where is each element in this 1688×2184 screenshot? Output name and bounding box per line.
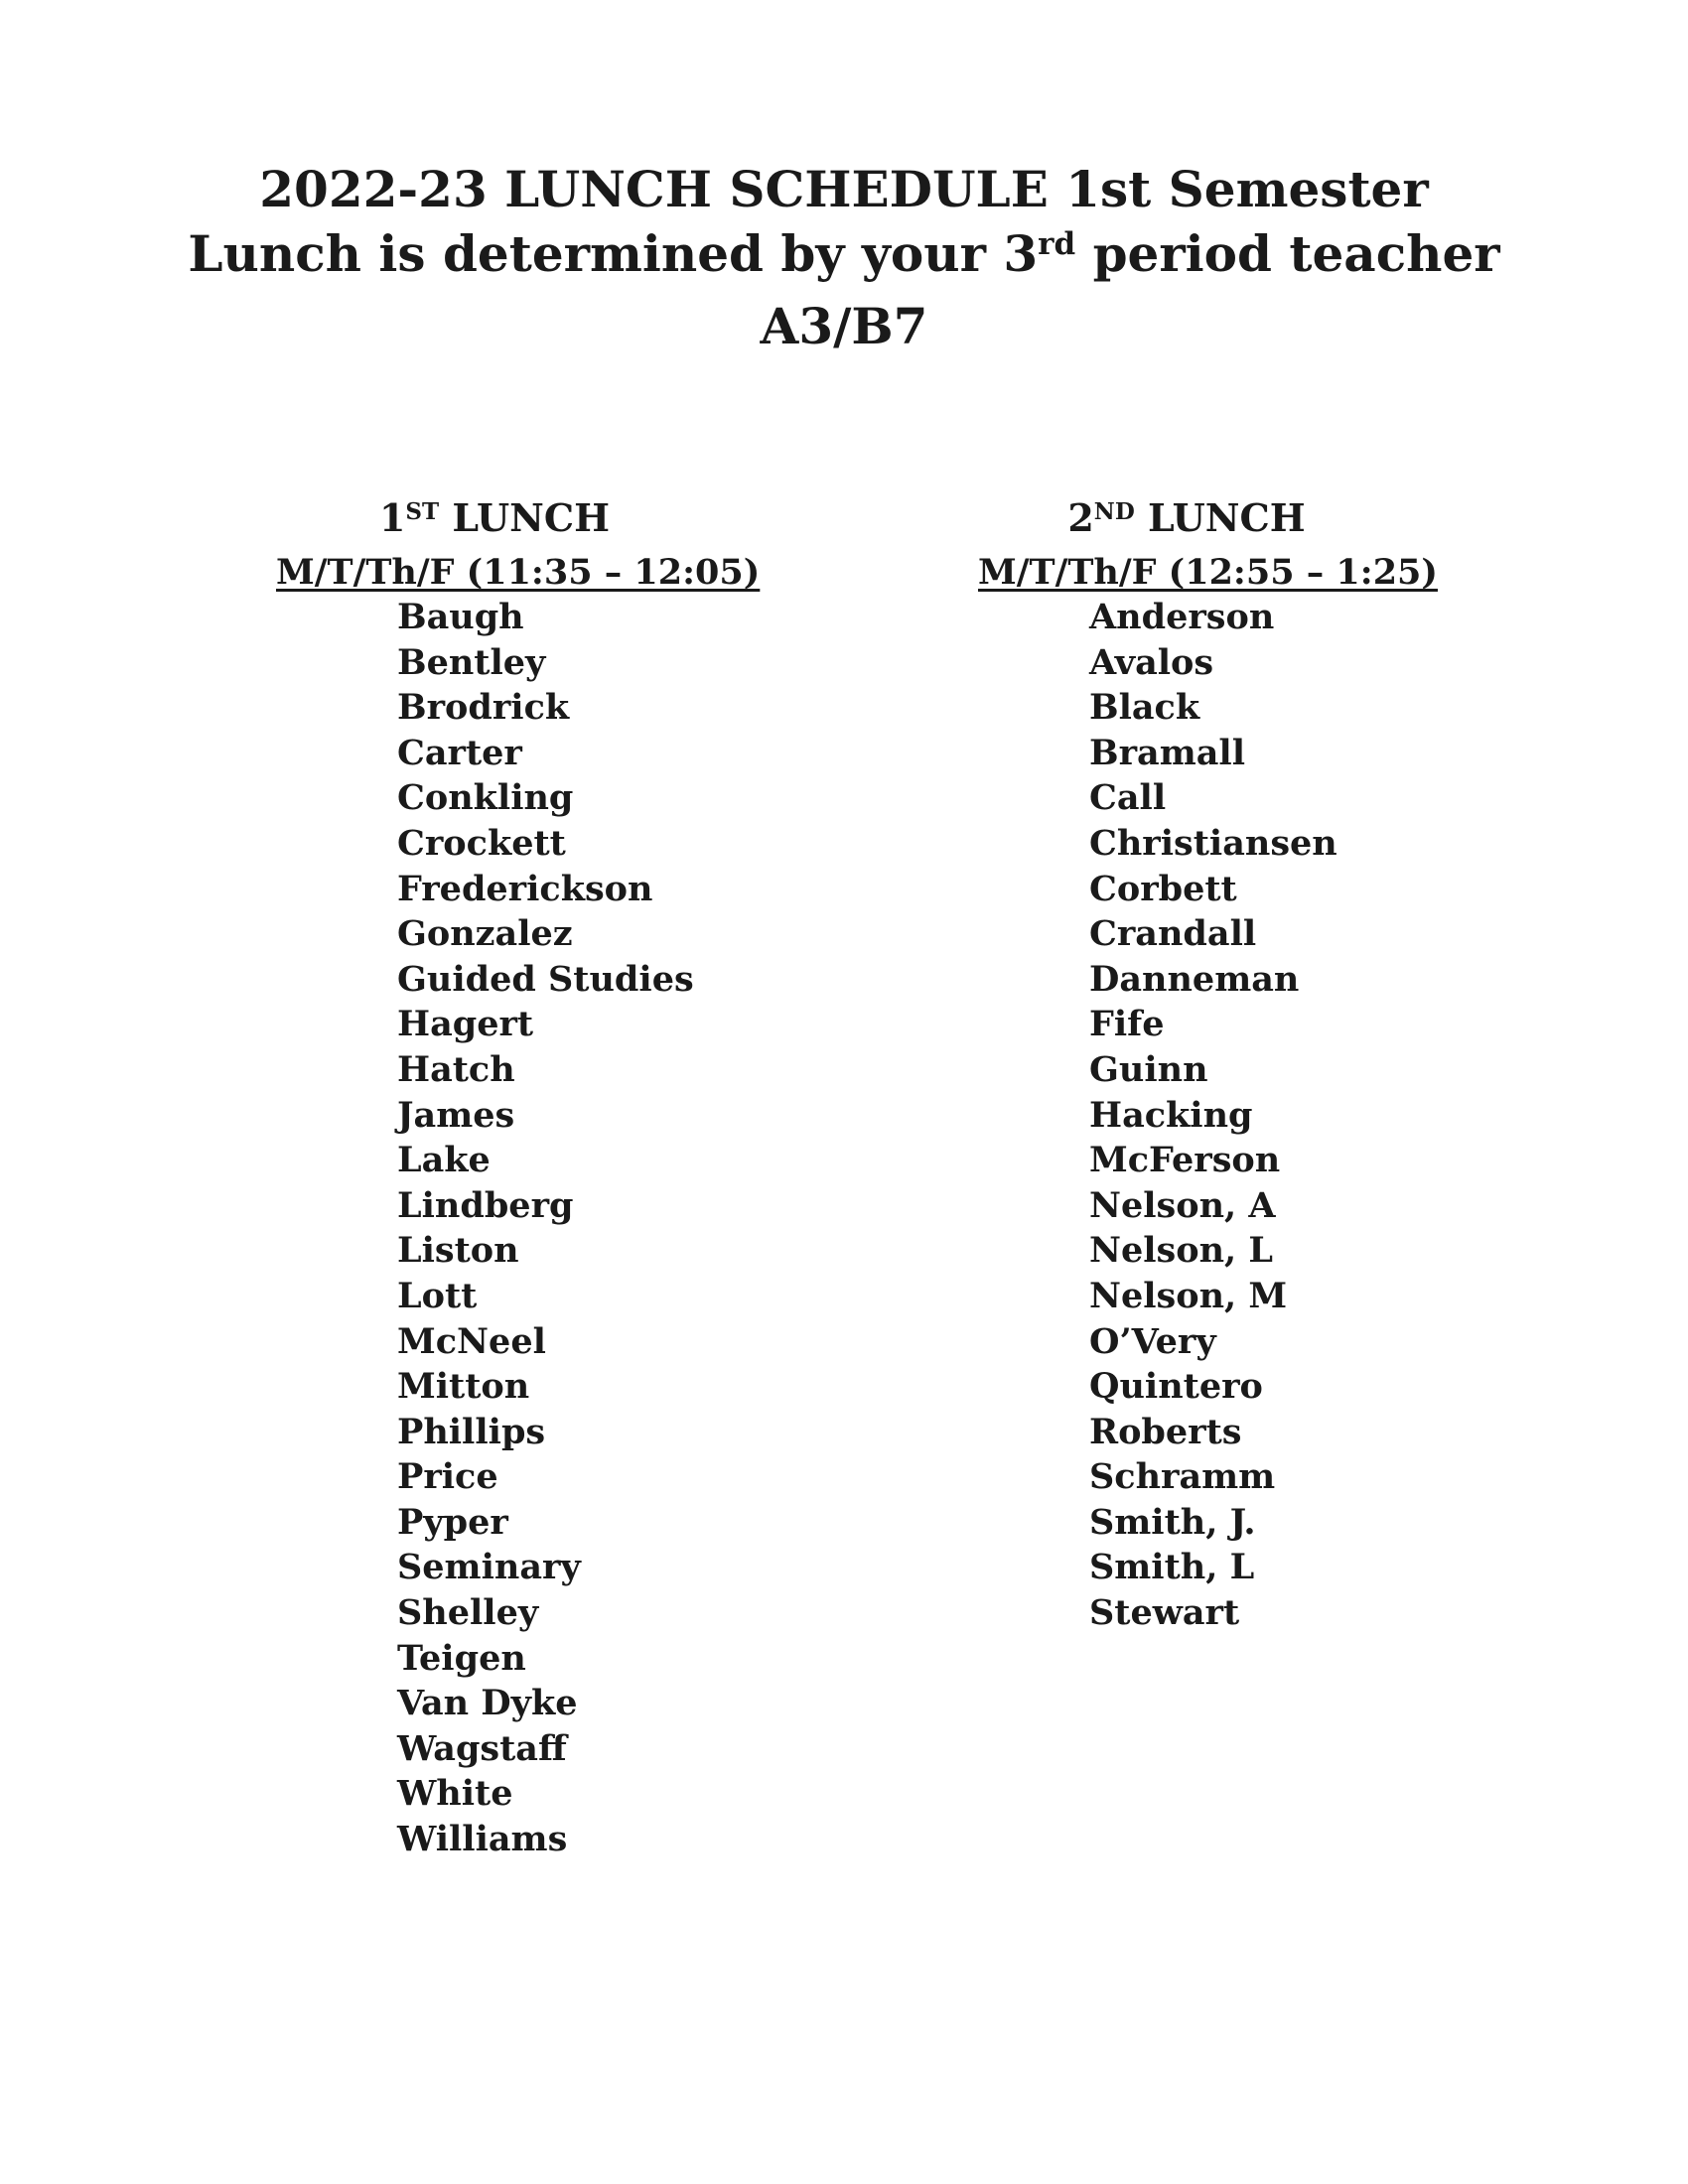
teacher-name: Liston [397,1230,519,1272]
teacher-name: Shelley [397,1592,539,1634]
teacher-name: McNeel [397,1320,546,1362]
teacher-name: Wagstaff [397,1727,567,1769]
title-line-2-start: Lunch is determined by your 3 [188,224,1039,283]
teacher-name: Gonzalez [397,913,573,955]
teacher-name: McFerson [1089,1140,1281,1181]
teacher-name: Carter [397,732,522,773]
teacher-name: Schramm [1089,1456,1276,1498]
teacher-name: Hagert [397,1004,534,1045]
teacher-name: Conkling [397,777,574,819]
teacher-name: Danneman [1089,958,1300,1000]
teacher-name: Bramall [1089,732,1246,773]
second-lunch-column [978,490,1438,1636]
teacher-name: Baugh [397,597,524,637]
title-line-2 [0,221,1688,294]
title-line-3: A3/B7 [760,297,928,355]
teacher-name: Pyper [397,1501,508,1543]
first-lunch-heading-superscript: ST [405,498,440,525]
teacher-name: Nelson, L [1089,1230,1274,1272]
teacher-name: Frederickson [397,868,653,909]
teacher-name: Roberts [1089,1411,1242,1452]
teacher-name: Hatch [397,1048,515,1090]
teacher-name: Black [1089,687,1200,729]
first-lunch-column [276,490,761,1862]
teacher-name: Avalos [1089,641,1214,683]
teacher-name: Anderson [1089,597,1275,637]
first-lunch-heading [276,490,713,551]
teacher-name: Christiansen [1089,822,1337,864]
teacher-name: Guinn [1089,1048,1208,1090]
second-lunch-heading-number: 2 [1067,495,1094,540]
second-lunch-heading-text: LUNCH [1134,495,1306,540]
first-lunch-heading-number: 1 [378,495,406,540]
teacher-name: Stewart [1089,1592,1240,1634]
second-lunch-heading-superscript: ND [1093,498,1135,525]
teacher-name: Nelson, M [1089,1275,1288,1316]
teacher-name: Hacking [1089,1094,1253,1136]
second-lunch-times: M/T/Th/F (12:55 – 1:25) [978,552,1438,593]
teacher-name: White [397,1773,513,1815]
teacher-name: Phillips [397,1411,546,1452]
teacher-name: Fife [1089,1004,1165,1045]
teacher-name: Crandall [1089,913,1257,955]
teacher-name: Teigen [397,1637,526,1679]
teacher-name: James [397,1094,515,1136]
teacher-name: Van Dyke [397,1683,578,1724]
teacher-name: Corbett [1089,868,1237,909]
teacher-name: Quintero [1089,1366,1263,1408]
second-lunch-heading [978,490,1395,551]
teacher-name: Crockett [397,822,566,864]
teacher-name: Bentley [397,641,546,683]
teacher-name: Price [397,1456,498,1498]
teacher-name: Nelson, A [1089,1184,1276,1226]
title-line-2-end: period teacher [1075,224,1500,283]
first-lunch-heading-text: LUNCH [439,495,611,540]
teacher-name: O’Very [1089,1320,1216,1362]
teacher-name: Mitton [397,1366,530,1408]
teacher-name: Lindberg [397,1184,574,1226]
teacher-name: Brodrick [397,687,570,729]
teacher-name: Lott [397,1275,478,1316]
teacher-name: Williams [397,1819,568,1860]
second-lunch-teacher-list [1089,595,1395,1636]
teacher-name: Lake [397,1140,491,1181]
first-lunch-times: M/T/Th/F (11:35 – 12:05) [276,552,761,593]
teacher-name: Call [1089,777,1167,819]
teacher-name: Smith, L [1089,1547,1255,1588]
title-line-1: 2022-23 LUNCH SCHEDULE 1st Semester [259,160,1429,218]
title-line-2-superscript: rd [1038,226,1076,262]
first-lunch-teacher-list [397,595,713,1862]
teacher-name: Smith, J. [1089,1501,1256,1543]
page-title [0,157,1688,358]
teacher-name: Seminary [397,1547,581,1588]
teacher-name: Guided Studies [397,958,694,1000]
